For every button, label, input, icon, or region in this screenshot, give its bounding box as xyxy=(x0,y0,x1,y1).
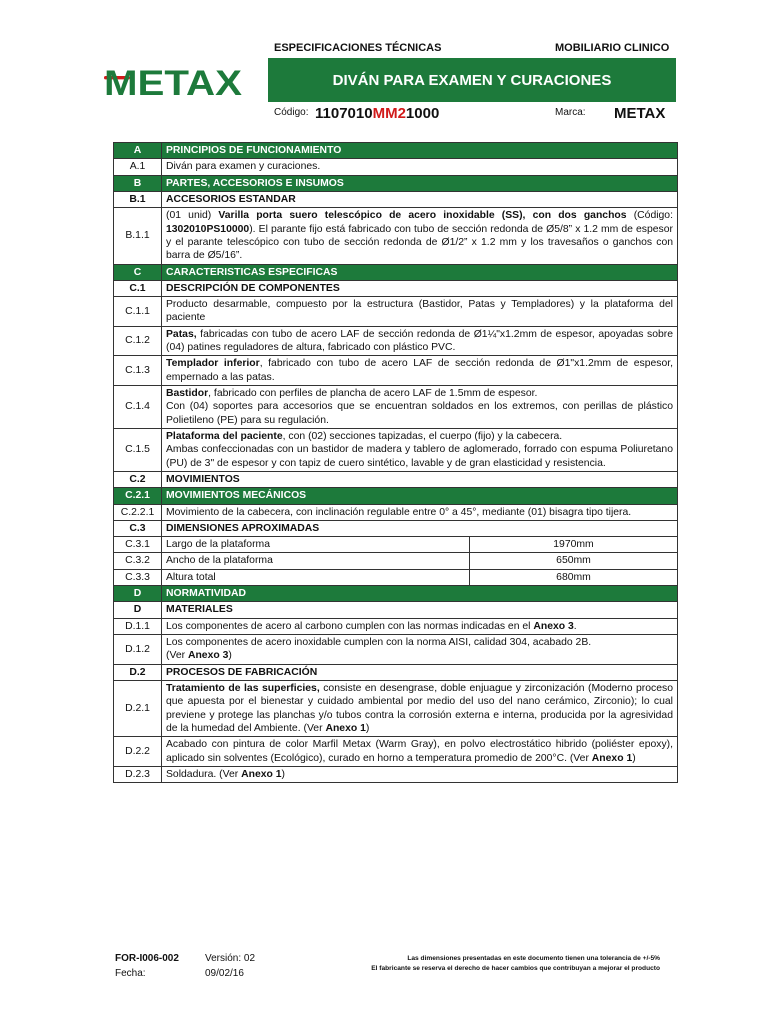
code-label: Código: xyxy=(274,107,309,118)
dimension-row: C.3.2 Ancho de la plataforma 650mm xyxy=(114,553,678,569)
table-row: D.1.1 Los componentes de acero al carbono cumplen con las normas indicadas en el Anexo 3. xyxy=(114,618,678,634)
section-row: A PRINCIPIOS DE FUNCIONAMIENTO xyxy=(114,143,678,159)
table-row: C.1.4 Bastidor, fabricado con perfiles de plancha de acero LAF de 1.5mm de espesor. Con (04) soportes para accesorios que se encuentran soldados en los extremos, con perillas de plástico Polietileno (PE) para su regulación. xyxy=(114,386,678,429)
product-code: 1107010MM21000 xyxy=(315,105,440,122)
date-label: Fecha: xyxy=(115,968,146,979)
table-row: D.2.1 Tratamiento de las superficies, consiste en desengrase, doble enjuague y zirconización (Moderno proceso que apuesta por el bienestar y cuidado ambiental por medio del uso del nano cerámico, Zirconio); lo cual previene y protege las planchas y/o tubos contra la corrosión externa e interna, producida por la agresividad de la humedad del Ambiente. (Ver Anexo 1) xyxy=(114,680,678,736)
table-row: B.1.1 (01 unid) Varilla porta suero telescópico de acero inoxidable (SS), con dos ganchos (Código: 1302010PS10000). El parante fijo está fabricado con tubo de sección redonda de Ø5/8” x 1.2 mm de espesor y el parante telescópico con tubo de sección redonda de Ø1/2” x 1.2 mm y los travesaños o ganchos con barra de Ø5/16”. xyxy=(114,208,678,264)
table-row: A.1 Diván para examen y curaciones. xyxy=(114,159,678,175)
brand-label: Marca: xyxy=(555,107,586,118)
table-row: C.1.3 Templador inferior, fabricado con tubo de acero LAF de sección redonda de Ø1"x1.2mm de espesor, empernado a las patas. xyxy=(114,356,678,386)
category-label: MOBILIARIO CLINICO xyxy=(555,42,670,54)
subsection-row: D.2 PROCESOS DE FABRICACIÓN xyxy=(114,664,678,680)
subsection-row: C.2 MOVIMIENTOS xyxy=(114,471,678,487)
section-row: B PARTES, ACCESORIOS E INSUMOS xyxy=(114,175,678,191)
dimension-row: C.3.3 Altura total 680mm xyxy=(114,569,678,585)
form-code: FOR-I006-002 xyxy=(115,953,179,964)
table-row: C.1.1 Producto desarmable, compuesto por la estructura (Bastidor, Patas y Templadores) y la plataforma del paciente xyxy=(114,297,678,327)
logo-text: METAX xyxy=(104,64,243,98)
subsection-row: B.1 ACCESORIOS ESTANDAR xyxy=(114,191,678,207)
table-row: C.1.5 Plataforma del paciente, con (02) secciones tapizadas, el cuerpo (fijo) y la cabecera. Ambas confeccionadas con un bastidor de madera y tablero de aglomerado, forrado con espuma Poliuretano (PU) de 3" de espesor y con tapiz de cuero sintético, lavable y de gran elasticidad y resistencia. xyxy=(114,428,678,471)
tolerance-note: Las dimensiones presentadas en este documento tienen una tolerancia de +/-5% xyxy=(407,955,660,962)
table-row: C.1.2 Patas, fabricadas con tubo de acero LAF de sección redonda de Ø1¼"x1.2mm de espesor, apoyadas sobre (04) patines reguladores de altura, fabricado con plástico PVC. xyxy=(114,326,678,356)
rights-note: El fabricante se reserva el derecho de hacer cambios que contribuyan a mejorar el producto xyxy=(371,965,660,973)
subsection-row: C.1 DESCRIPCIÓN DE COMPONENTES xyxy=(114,280,678,296)
document-title-bar xyxy=(268,58,676,102)
metax-logo xyxy=(104,64,244,98)
table-row: D.2.3 Soldadura. (Ver Anexo 1) xyxy=(114,766,678,782)
subsection-row: C.3 DIMENSIONES APROXIMADAS xyxy=(114,520,678,536)
spec-table xyxy=(113,142,678,783)
table-row: D.2.2 Acabado con pintura de color Marfil Metax (Warm Gray), en polvo electrostático hibrido (poliéster epoxy), aplicado sin solventes (Ecológico), curado en horno a temperatura promedio de 200°C. (Ver Anexo 1) xyxy=(114,737,678,767)
section-row: C.2.1 MOVIMIENTOS MECÁNICOS xyxy=(114,488,678,504)
version-label: Versión: 02 xyxy=(205,953,256,964)
doc-type: ESPECIFICACIONES TÉCNICAS xyxy=(274,42,442,54)
table-row: C.2.2.1 Movimiento de la cabecera, con inclinación regulable entre 0° a 45°, mediante (01) bisagra tipo tijera. xyxy=(114,504,678,520)
table-row: D.1.2 Los componentes de acero inoxidable cumplen con la norma AISI, calidad 304, acabado 2B. (Ver Anexo 3) xyxy=(114,635,678,665)
section-row: C CARACTERISTICAS ESPECIFICAS xyxy=(114,264,678,280)
footer-notes xyxy=(300,954,660,974)
section-row: D NORMATIVIDAD xyxy=(114,586,678,602)
document-title: DIVÁN PARA EXAMEN Y CURACIONES xyxy=(332,71,612,89)
date-value: 09/02/16 xyxy=(205,968,244,979)
dimension-row: C.3.1 Largo de la plataforma 1970mm xyxy=(114,537,678,553)
subsection-row: D MATERIALES xyxy=(114,602,678,618)
brand-value: METAX xyxy=(614,105,666,122)
